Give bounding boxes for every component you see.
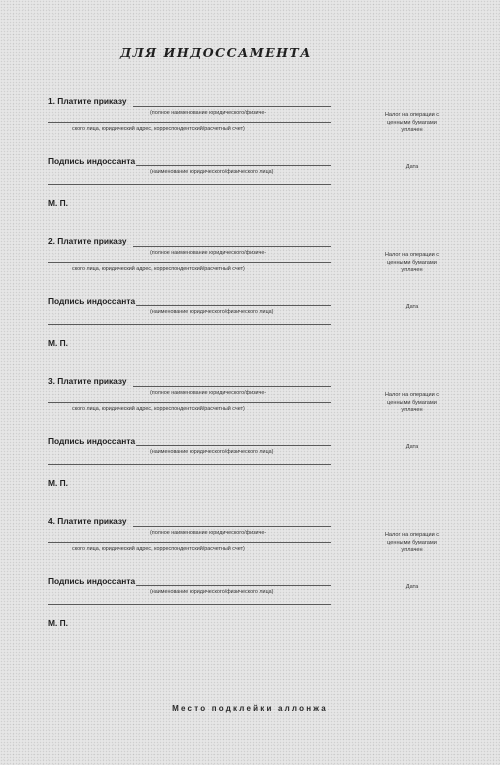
signature-line[interactable]	[136, 305, 331, 306]
stamp-label: М. П.	[48, 338, 68, 348]
tax-note: Налог на операции с ценными бумагами уплачен	[384, 112, 440, 134]
signature-line-2[interactable]	[48, 324, 331, 325]
pay-to-hint-2: ского лица, юридический адрес, корреспондентский/расчетный счет)	[72, 546, 245, 552]
signature-hint: (наименование юридического/физического лица)	[150, 589, 274, 595]
signature-label: Подпись индоссанта	[48, 156, 136, 166]
endorsement-block-3	[0, 370, 500, 500]
signature-label: Подпись индоссанта	[48, 296, 136, 306]
pay-to-line-2[interactable]	[48, 122, 331, 123]
signature-line-2[interactable]	[48, 604, 331, 605]
pay-to-line[interactable]	[133, 386, 331, 387]
signature-line-2[interactable]	[48, 184, 331, 185]
pay-to-hint-2: ского лица, юридический адрес, корреспондентский/расчетный счет)	[72, 266, 245, 272]
endorsement-block-2	[0, 230, 500, 360]
pay-to-label: 3. Платите приказу	[48, 376, 127, 386]
endorsement-block-4	[0, 510, 500, 640]
pay-to-hint: (полное наименование юридического/физиче-	[150, 110, 267, 116]
signature-line[interactable]	[136, 165, 331, 166]
signature-label: Подпись индоссанта	[48, 576, 136, 586]
pay-to-hint: (полное наименование юридического/физиче-	[150, 250, 267, 256]
signature-line-2[interactable]	[48, 464, 331, 465]
signature-hint: (наименование юридического/физического лица)	[150, 449, 274, 455]
pay-to-hint: (полное наименование юридического/физиче-	[150, 530, 267, 536]
signature-hint: (наименование юридического/физического лица)	[150, 169, 274, 175]
pay-to-label: 2. Платите приказу	[48, 236, 127, 246]
pay-to-line[interactable]	[133, 106, 331, 107]
pay-to-line-2[interactable]	[48, 542, 331, 543]
pay-to-line-2[interactable]	[48, 402, 331, 403]
tax-note: Налог на операции с ценными бумагами уплачен	[384, 532, 440, 554]
signature-line[interactable]	[136, 585, 331, 586]
allonge-note: Место подклейки аллонжа	[172, 704, 328, 713]
stamp-label: М. П.	[48, 478, 68, 488]
pay-to-hint: (полное наименование юридического/физиче-	[150, 390, 267, 396]
date-label: Дата	[405, 304, 419, 310]
pay-to-line[interactable]	[133, 526, 331, 527]
pay-to-hint-2: ского лица, юридический адрес, корреспондентский/расчетный счет)	[72, 126, 245, 132]
date-label: Дата	[405, 584, 419, 590]
pay-to-line-2[interactable]	[48, 262, 331, 263]
pay-to-hint-2: ского лица, юридический адрес, корреспондентский/расчетный счет)	[72, 406, 245, 412]
signature-hint: (наименование юридического/физического лица)	[150, 309, 274, 315]
signature-line[interactable]	[136, 445, 331, 446]
pay-to-line[interactable]	[133, 246, 331, 247]
signature-label: Подпись индоссанта	[48, 436, 136, 446]
pay-to-label: 1. Платите приказу	[48, 96, 127, 106]
date-label: Дата	[405, 164, 419, 170]
date-label: Дата	[405, 444, 419, 450]
tax-note: Налог на операции с ценными бумагами уплачен	[384, 392, 440, 414]
stamp-label: М. П.	[48, 618, 68, 628]
page-title: ДЛЯ ИНДОССАМЕНТА	[120, 45, 312, 60]
pay-to-label: 4. Платите приказу	[48, 516, 127, 526]
tax-note: Налог на операции с ценными бумагами уплачен	[384, 252, 440, 274]
endorsement-block-1	[0, 90, 500, 220]
stamp-label: М. П.	[48, 198, 68, 208]
